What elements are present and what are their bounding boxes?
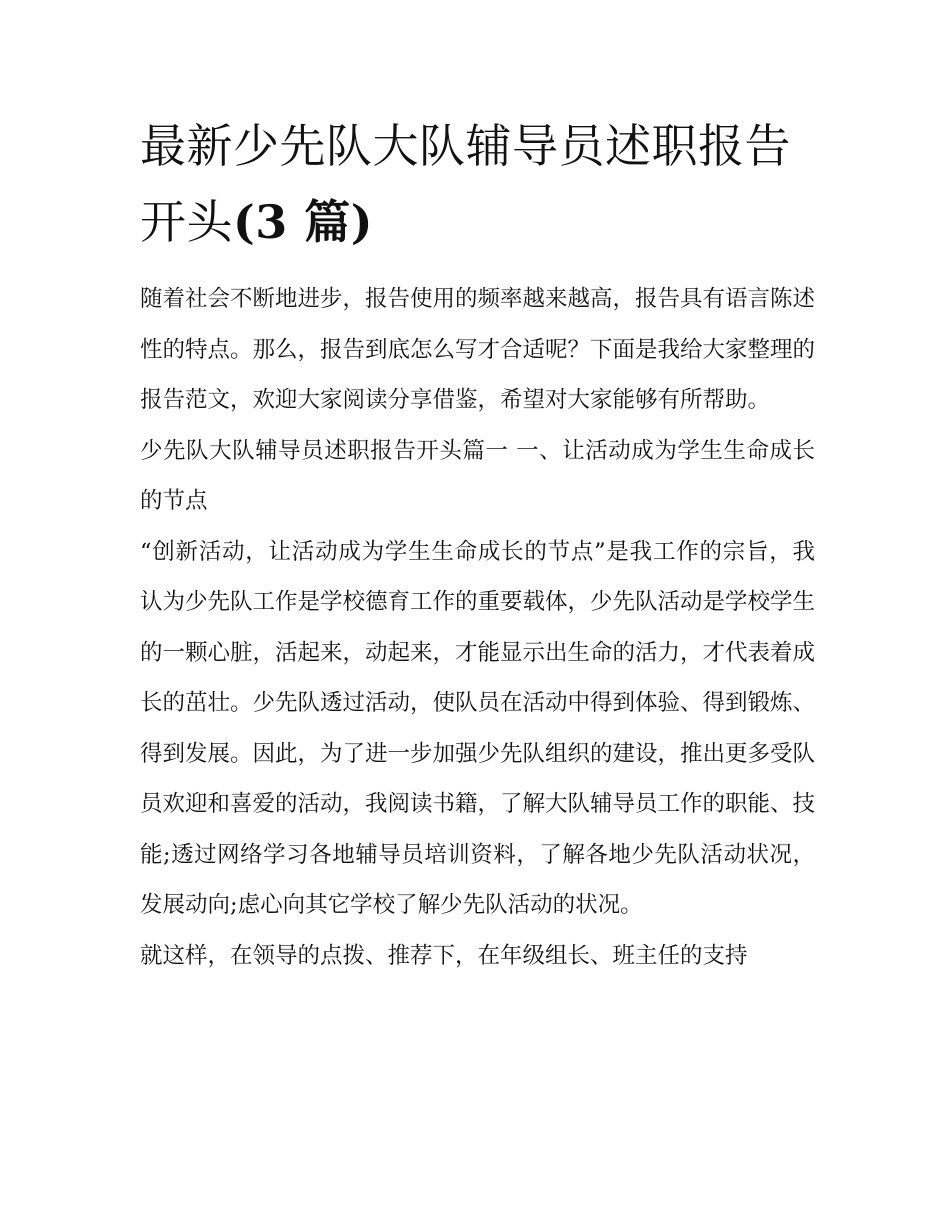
body-paragraph: “创新活动，让活动成为学生生命成长的节点”是我工作的宗旨，我认为少先队工作是学校德育工作的重要载体，少先队活动是学校学生的一颗心脏，活起来，动起来，才能显示出生命的活力，才代表着成长的茁壮。少先队透过活动，使队员在活动中得到体验、得到锻炼、得到发展。因此，为了进一步加强少先队组织的建设，推出更多受队员欢迎和喜爱的活动，我阅读书籍，了解大队辅导员工作的职能、技能;透过网络学习各地辅导员培训资料，了解各地少先队活动状况，发展动向;虑心向其它学校了解少先队活动的状况。 xyxy=(140,538,816,918)
title-main-text: 最新少先队大队辅导员述职报告开头 xyxy=(140,119,791,249)
document-body xyxy=(140,108,815,981)
title-suffix-text: (3 篇) xyxy=(233,195,374,249)
intro-paragraph: 随着社会不断地进步，报告使用的频率越来越高，报告具有语言陈述性的特点。那么，报告到底怎么写才合适呢？下面是我给大家整理的报告范文，欢迎大家阅读分享借鉴，希望对大家能够有所帮助。 xyxy=(140,286,816,413)
continuation-paragraph: 就这样，在领导的点拨、推荐下，在年级组长、班主任的支持 xyxy=(140,942,748,969)
section-heading-paragraph: 少先队大队辅导员述职报告开头篇一 一、让活动成为学生生命成长的节点 xyxy=(140,437,815,514)
document-title xyxy=(140,108,815,260)
